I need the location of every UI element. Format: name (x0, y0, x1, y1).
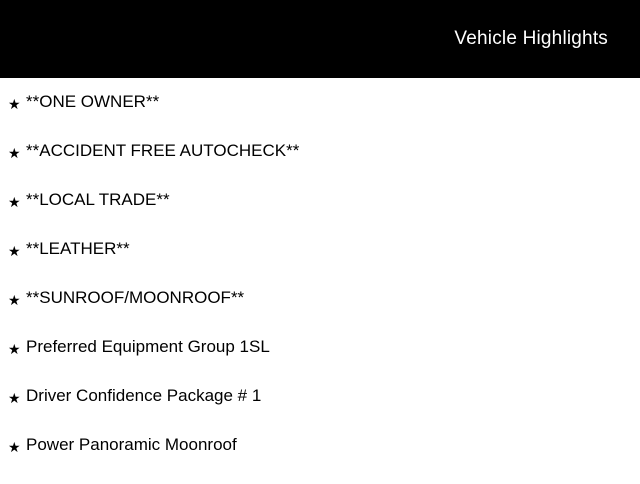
list-item (0, 435, 640, 484)
vehicle-highlights-list (0, 78, 640, 484)
list-item (0, 239, 640, 288)
highlight-label: **ONE OWNER** (26, 92, 160, 111)
star-icon: ★ (8, 390, 21, 406)
highlight-label: **LOCAL TRADE** (26, 190, 170, 209)
list-item (0, 386, 640, 435)
star-icon: ★ (8, 194, 21, 210)
list-item (0, 190, 640, 239)
star-icon: ★ (8, 145, 21, 161)
highlight-label: **LEATHER** (26, 239, 130, 258)
highlight-label: Driver Confidence Package # 1 (26, 386, 262, 405)
page-header (0, 0, 640, 78)
highlight-label: **SUNROOF/MOONROOF** (26, 288, 245, 307)
list-item (0, 141, 640, 190)
highlight-label: **ACCIDENT FREE AUTOCHECK** (26, 141, 300, 160)
star-icon: ★ (8, 96, 21, 112)
star-icon: ★ (8, 341, 21, 357)
star-icon: ★ (8, 243, 21, 259)
highlight-label: Power Panoramic Moonroof (26, 435, 237, 454)
highlight-label: Preferred Equipment Group 1SL (26, 337, 270, 356)
list-item (0, 337, 640, 386)
star-icon: ★ (8, 292, 21, 308)
page-title: Vehicle Highlights (454, 28, 608, 49)
list-item (0, 288, 640, 337)
list-item (0, 92, 640, 141)
star-icon: ★ (8, 439, 21, 455)
